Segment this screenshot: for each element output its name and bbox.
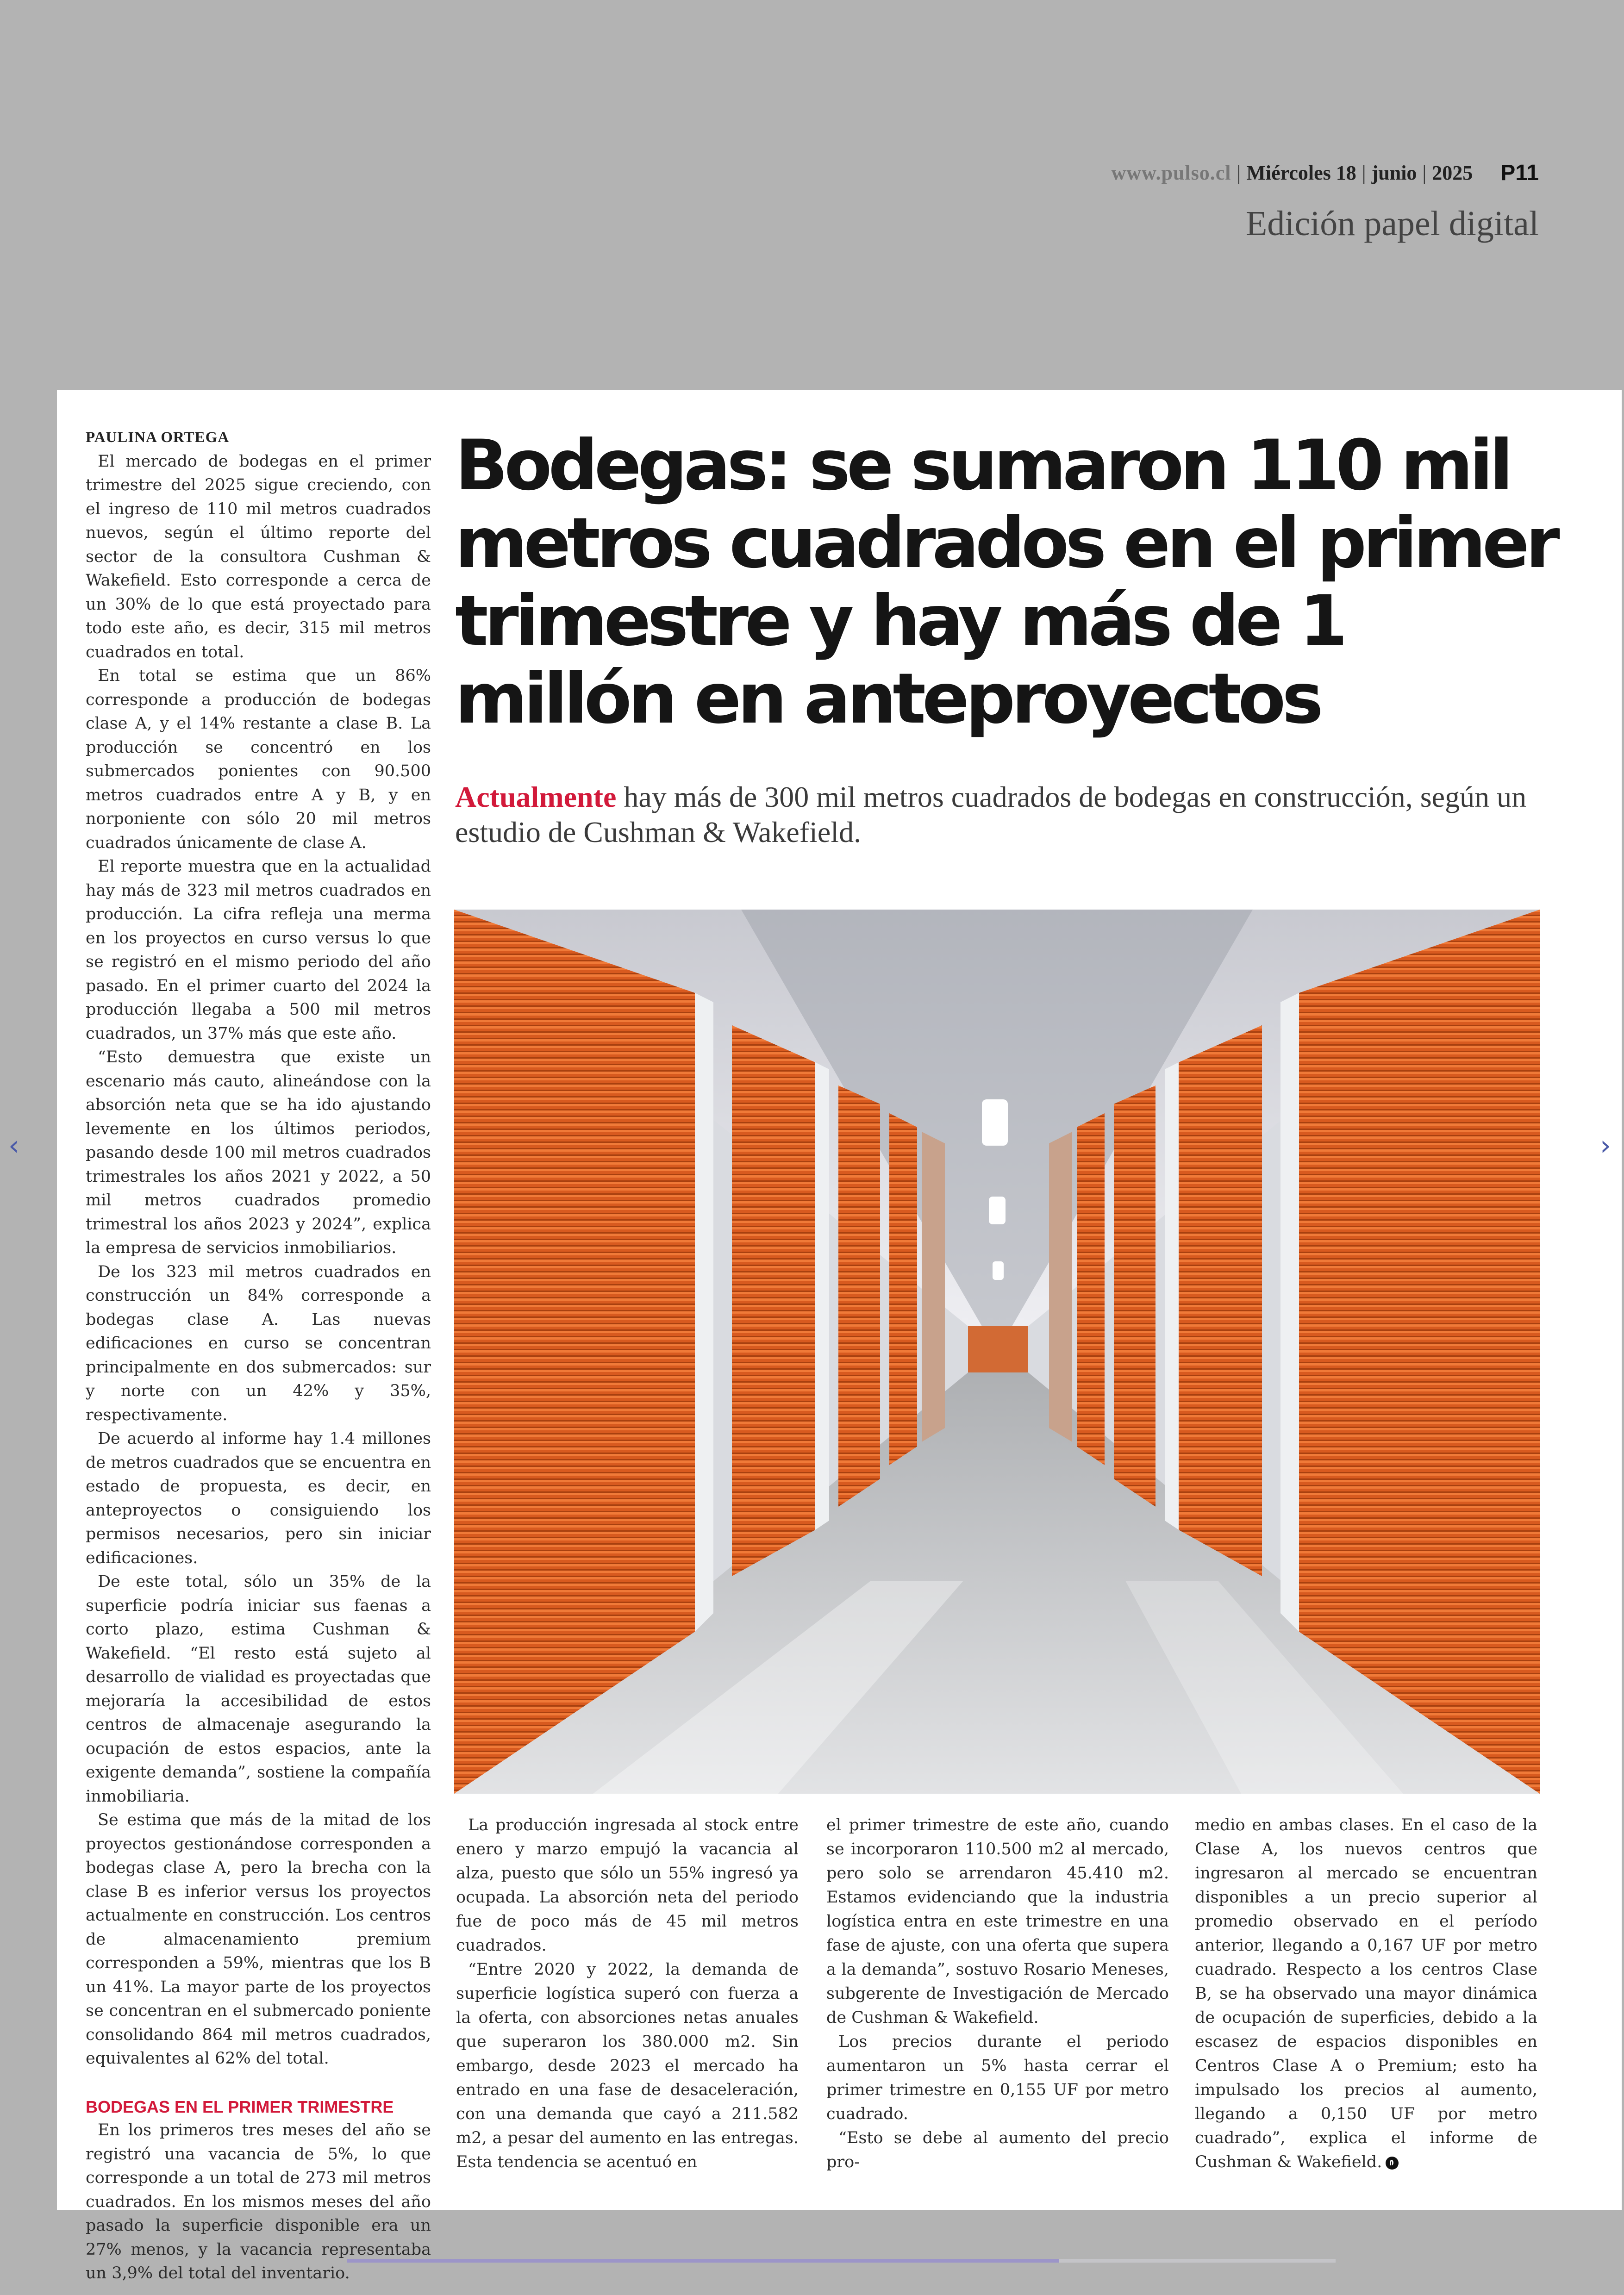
paragraph: “Esto demuestra que existe un escenario más cauto, alineándose con la absorción neta que se ha ido ajustando levemente en los últimos periodos, pasando desde 100 mil metros cuadrados trimestrales los años 2021 y 2022, a 50 mil metros cuadrados promedio trimestral los años 2023 y 2024”, explica la empresa de servicios inmobiliarios. — [86, 1048, 431, 1257]
paragraph: “Entre 2020 y 2022, la demanda de superficie logística superó con fuerza a la oferta, con absorciones netas anuales que superaron los 380.000 m2. Sin embargo, desde 2023 el mercado ha entrado en una fase de desaceleración, con una demanda que cayó a 211.582 m2, a pesar del aumento en las entregas. Esta tendencia se acentuó en — [456, 1960, 799, 2171]
byline: PAULINA ORTEGA — [86, 429, 230, 446]
paragraph-with-endmark — [1195, 1813, 1537, 2174]
paragraph: El reporte muestra que en la actualidad hay más de 323 mil metros cuadrados en producción. La cifra refleja una merma en los proyectos en curso versus lo que se registró en el mismo periodo del año pasado. En el primer cuarto del 2024 la producción llegaba a 500 mil metros cuadrados, un 37% más que este año. — [86, 857, 431, 1043]
section-subhead: BODEGAS EN EL PRIMER TRIMESTRE — [86, 2097, 394, 2116]
left-column — [86, 426, 431, 2286]
separator: | — [1362, 162, 1366, 184]
paragraph: La producción ingresada al stock entre enero y marzo empujó la vacancia al alza, puesto que sólo un 55% ingresó ya ocupada. La absorción neta del periodo fue de poco más de 45 mil metros cuadrados. — [456, 1816, 799, 1955]
paragraph: El mercado de bodegas en el primer trimestre del 2025 sigue creciendo, con el ingreso de 110 mil metros cuadrados nuevos, según el último reporte del sector de la consultora Cushman & Wakefield. Esto corresponde a cerca de un 30% de lo que está proyectado para todo este año, es decir, 315 mil metros cuadrados en total. — [86, 452, 431, 661]
edition-label: Edición papel digital — [1245, 204, 1539, 243]
deck-lead: Actualmente — [455, 780, 617, 813]
page-number: P11 — [1500, 161, 1539, 185]
paragraph: “Esto se debe al aumento del precio pro- — [826, 2129, 1169, 2171]
paragraph: el primer trimestre de este año, cuando se incorporaron 110.500 m2 al mercado, pero solo se arrendaron 45.410 m2. Estamos evidenciando que la industria logística entra en este trimestre en una fase de ajuste, con una oferta que supera a la demanda”, sostuvo Rosario Meneses, subgerente de Investigación de Mercado de Cushman & Wakefield. — [826, 1816, 1169, 2027]
storage-corridor-photo — [454, 910, 1540, 1794]
masthead — [1112, 160, 1539, 186]
text-column-3 — [1195, 1813, 1537, 2174]
paragraph: De los 323 mil metros cuadrados en construcción un 84% corresponde a bodegas clase A. Las nuevas edificaciones en curso se concentran principalmente en dos submercados: sur y norte con un 42% y 35%, respectivamente. — [86, 1262, 431, 1424]
progress-fill — [347, 2259, 1059, 2263]
date-year: 2025 — [1432, 162, 1473, 184]
newspaper-page — [57, 390, 1622, 2283]
site-url: www.pulso.cl — [1111, 162, 1231, 184]
deck-text: hay más de 300 mil metros cuadrados de bodegas en construcción, según un estudio de Cushman & Wakefield. — [455, 780, 1527, 848]
date-month: junio — [1371, 162, 1417, 184]
separator: | — [1422, 162, 1427, 184]
page-scroll-progress[interactable] — [347, 2259, 1336, 2263]
paragraph: En los primeros tres meses del año se registró una vacancia de 5%, lo que corresponde a un total de 273 mil metros cuadrados. En los mismos meses del año pasado la superficie disponible era un 27% menos, y la vacancia representaba un 3,9% del total del inventario. — [86, 2121, 431, 2283]
corridor-illustration — [454, 910, 1540, 1794]
paragraph: medio en ambas clases. En el caso de la Clase A, los nuevos centros que ingresaron al mercado se encuentran disponibles a un precio superior al promedio observado en el período anterior, llegando a 0,167 UF por metro cuadrado. Respecto a los centros Clase B, se ha observado una mayor dinámica de ocupación de superficies, debido a la escasez de espacios disponibles en Centros Clase A o Premium; esto ha impulsado los precios al aumento, llegando a 0,150 UF por metro cuadrado”, explica el informe de Cushman & Wakefield. — [1195, 1816, 1537, 2171]
text-column-1 — [456, 1813, 799, 2174]
paragraph: En total se estima que un 86% corresponde a producción de bodegas clase A, y el 14% restante a clase B. La producción se concentró en los submercados ponientes con 90.500 metros cuadrados entre A y B, y en norponiente con sólo 20 mil metros cuadrados únicamente de clase A. — [86, 667, 431, 852]
previous-page-arrow-icon[interactable]: ‹ — [8, 1129, 19, 1162]
text-column-2 — [826, 1813, 1169, 2174]
paragraph: De acuerdo al informe hay 1.4 millones de metros cuadrados que se encuentra en estado de propuesta, es decir, en anteproyectos o consiguiendo los permisos necesarios, pero sin iniciar edificaciones. — [86, 1429, 431, 1567]
next-page-arrow-icon[interactable]: › — [1600, 1129, 1611, 1162]
separator: | — [1237, 162, 1241, 184]
deck — [455, 780, 1557, 850]
paragraph: Los precios durante el periodo aumentaron un 5% hasta cerrar el primer trimestre en 0,155 UF por metro cuadrado. — [826, 2033, 1169, 2123]
date-weekday: Miércoles 18 — [1246, 162, 1356, 184]
headline: Bodegas: se sumaron 110 mil metros cuadrados en el primer trimestre y hay más de 1 millón en anteproyectos — [455, 425, 1556, 739]
paragraph: De este total, sólo un 35% de la superficie podría iniciar sus faenas a corto plazo, estima Cushman & Wakefield. “El resto está sujeto al desarrollo de vialidad es proyectadas que mejoraría la accesibilidad de estos centros de almacenaje asegurando la ocupación de estos espacios, ante la exigente demanda”, sostiene la compañía inmobiliaria. — [86, 1572, 431, 1806]
paragraph: Se estima que más de la mitad de los proyectos gestionándose corresponden a bodegas clase A, pero la brecha con la clase B es inferior versus los proyectos actualmente en construcción. Los centros de almacenamiento premium corresponden a 59%, mientras que los B un 41%. La mayor parte de los proyectos se concentran en el submercado poniente consolidando 864 mil metros cuadrados, equivalentes al 62% del total. — [86, 1811, 431, 2068]
end-of-article-icon — [1386, 2157, 1399, 2170]
